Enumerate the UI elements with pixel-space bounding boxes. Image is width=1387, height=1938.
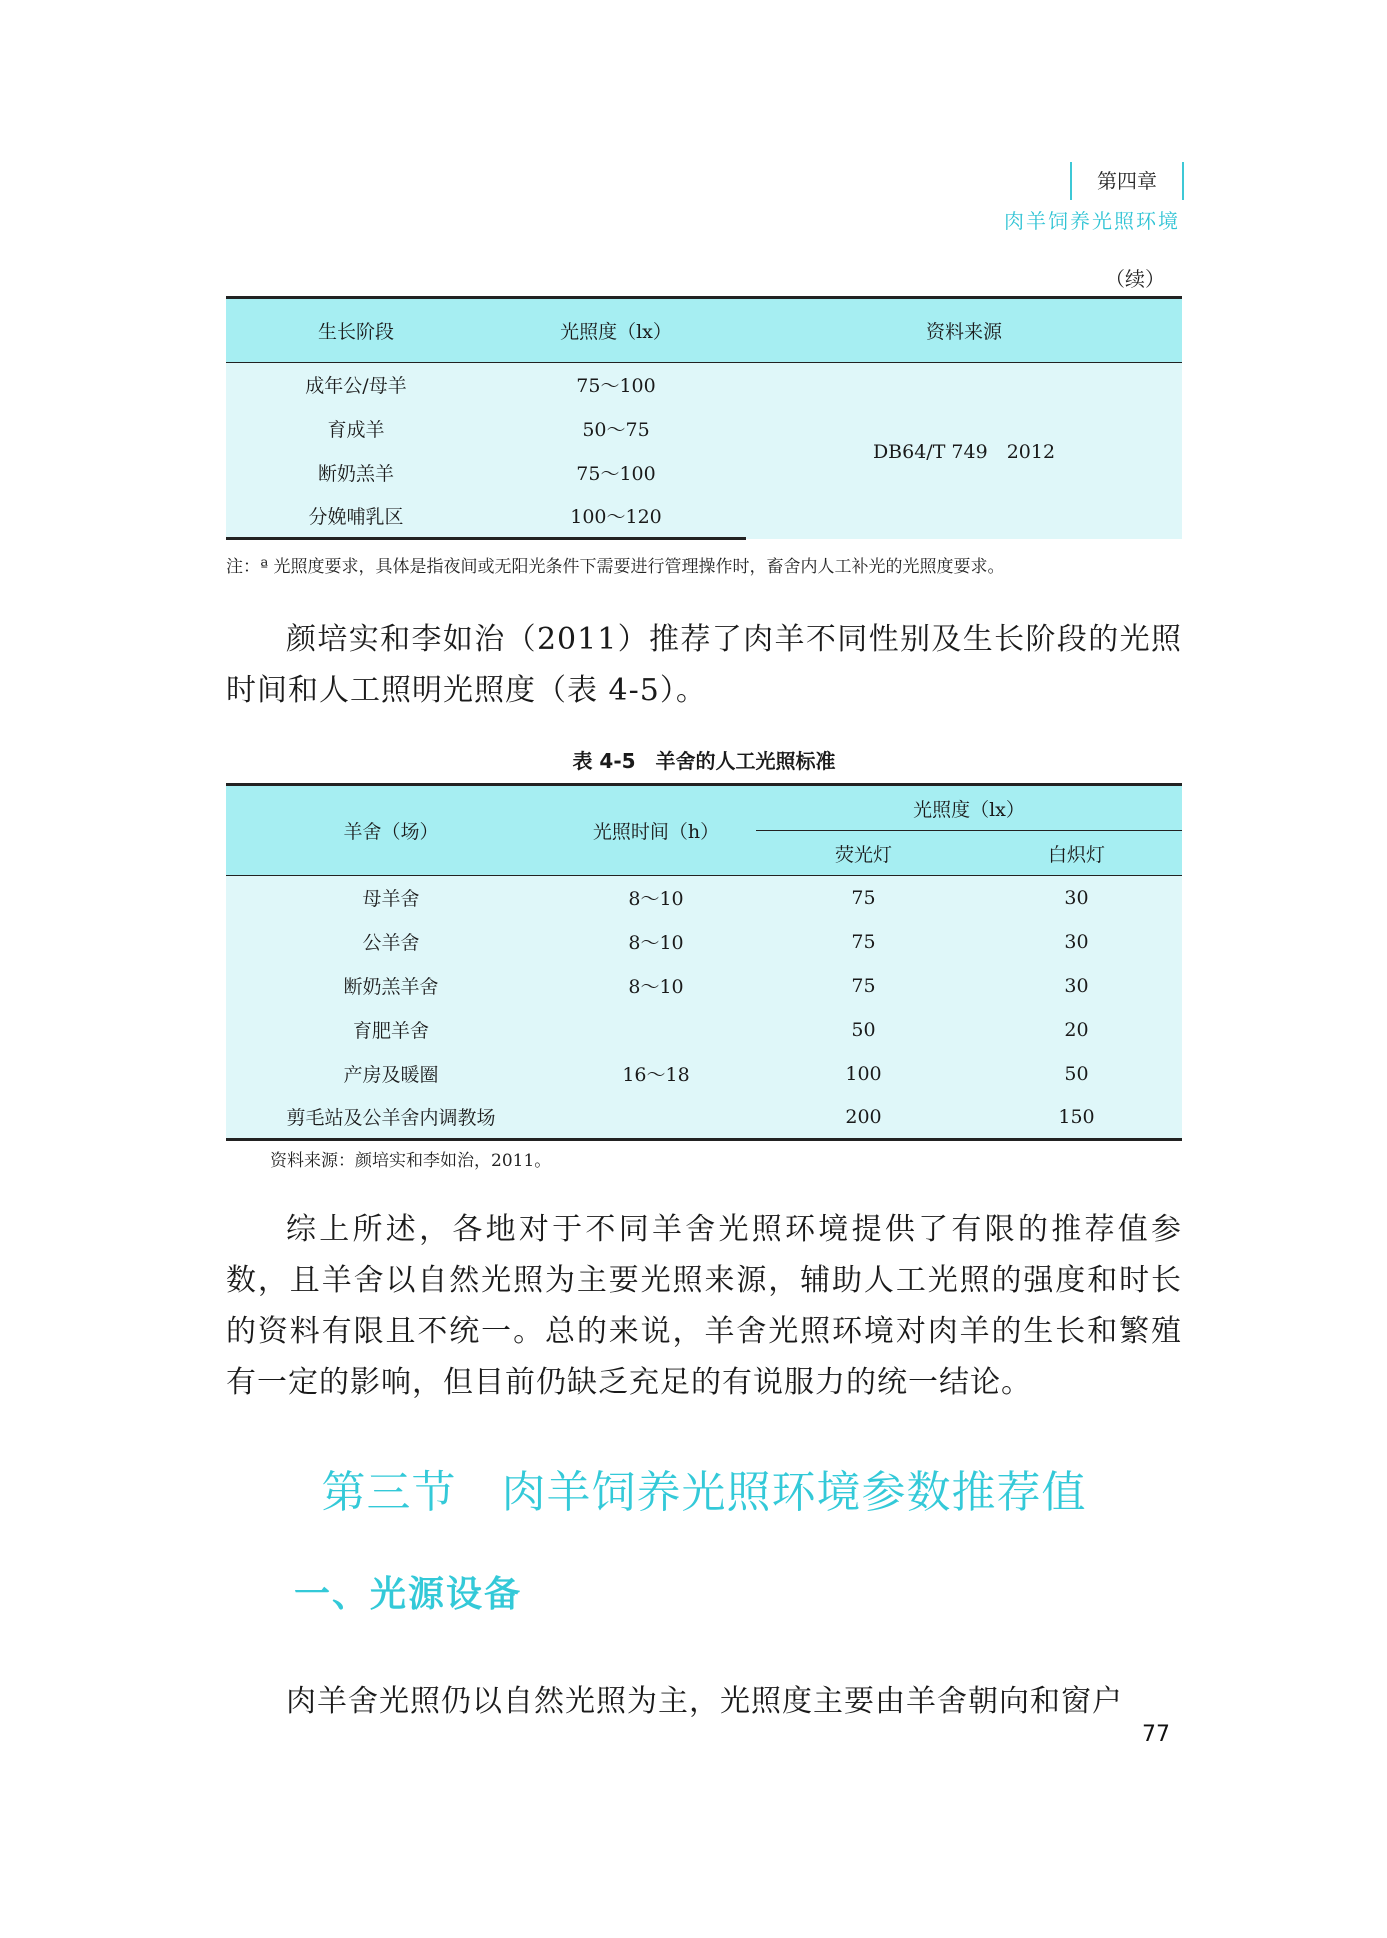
table-header-row [226, 785, 1182, 831]
table-source-note: 资料来源：颜培实和李如治，2011。 [270, 1151, 552, 1171]
table-row [226, 1096, 1182, 1140]
cell-hours: 8～10 [628, 932, 684, 954]
section-title: 第三节 肉羊饲养光照环境参数推荐值 [321, 1467, 1087, 1518]
column-header-lux-group: 光照度（lx） [756, 785, 1182, 831]
subsection-title: 一、光源设备 [294, 1574, 523, 1615]
cell-house: 断奶羔羊舍 [343, 976, 439, 998]
cell-fluorescent: 50 [851, 1018, 876, 1041]
cell-house: 剪毛站及公羊舍内调教场 [226, 1096, 556, 1140]
table-caption: 表 4-5 羊舍的人工光照标准 [572, 749, 836, 773]
page-number: 77 [1142, 1722, 1170, 1747]
cell-lux: 50～75 [582, 419, 650, 441]
cell-house: 母羊舍 [362, 888, 420, 911]
column-header-lux: 光照度（lx） [486, 298, 746, 363]
cell-fluorescent: 200 [756, 1096, 971, 1140]
cell-lux: 100～120 [486, 495, 746, 539]
running-header-title: 肉羊饲养光照环境 [1004, 209, 1180, 233]
body-paragraph-2 [226, 1204, 1182, 1408]
table-row [226, 964, 1182, 1008]
body-paragraph-1 [226, 614, 1182, 716]
cell-fluorescent: 100 [845, 1062, 882, 1085]
cell-incandescent: 50 [1064, 1062, 1089, 1085]
cell-house: 产房及暖圈 [343, 1064, 439, 1086]
cell-incandescent: 20 [1064, 1018, 1089, 1041]
column-header-fluorescent: 荧光灯 [756, 831, 971, 876]
cell-hours: 8～10 [628, 888, 684, 911]
cell-lux: 75～100 [576, 463, 656, 485]
cell-stage: 成年公/母羊 [305, 375, 407, 398]
table-row [226, 920, 1182, 964]
cell-stage: 育成羊 [327, 419, 385, 441]
cell-incandescent: 30 [1064, 974, 1089, 997]
cell-hours [556, 1096, 756, 1140]
body-paragraph-3 [226, 1676, 1182, 1727]
table-continued-label: （续） [1105, 267, 1165, 291]
column-header-source: 资料来源 [746, 298, 1182, 363]
cell-fluorescent: 75 [851, 930, 876, 953]
cell-source: DB64/T 749 2012 [872, 441, 1056, 464]
column-header-hours: 光照时间（h） [556, 785, 756, 876]
cell-house: 公羊舍 [362, 932, 420, 954]
running-header-chapter: 第四章 [1070, 162, 1184, 200]
cell-house: 育肥羊舍 [352, 1020, 429, 1042]
cell-hours: 8～10 [628, 976, 684, 998]
table-note: 注：ª 光照度要求，具体是指夜间或无阳光条件下需要进行管理操作时，畜舍内人工补光的光照度要求。 [226, 557, 1005, 577]
paragraph-text: 颜培实和李如治（2011）推荐了肉羊不同性别及生长阶段的光照时间和人工照明光照度（表 4-5）。 [226, 622, 1182, 708]
cell-hours [556, 1008, 756, 1052]
table-row [226, 1008, 1182, 1052]
cell-lux: 75～100 [576, 375, 656, 398]
cell-incandescent: 30 [1064, 930, 1089, 953]
table-row [226, 1052, 1182, 1096]
cell-incandescent: 150 [971, 1096, 1182, 1140]
paragraph-text: 肉羊舍光照仍以自然光照为主，光照度主要由羊舍朝向和窗户 [286, 1684, 1123, 1719]
cell-stage: 断奶羔羊 [317, 463, 394, 485]
cell-fluorescent: 75 [851, 974, 876, 997]
table-row [226, 363, 1182, 407]
sheep-house-lighting-table [226, 783, 1182, 1141]
cell-incandescent: 30 [1064, 886, 1089, 909]
paragraph-text: 综上所述，各地对于不同羊舍光照环境提供了有限的推荐值参数，且羊舍以自然光照为主要光照来源，辅助人工光照的强度和时长的资料有限且不统一。总的来说，羊舍光照环境对肉羊的生长和繁殖有一定的影响，但目前仍缺乏充足的有说服力的统一结论。 [226, 1212, 1182, 1400]
table-row [226, 876, 1182, 920]
cell-fluorescent: 75 [851, 886, 876, 909]
column-header-stage: 生长阶段 [226, 298, 486, 363]
column-header-incandescent: 白炽灯 [971, 831, 1182, 876]
column-header-house: 羊舍（场） [226, 785, 556, 876]
table-header-row [226, 298, 1182, 363]
growth-stage-lux-table [226, 296, 1182, 540]
cell-stage: 分娩哺乳区 [226, 495, 486, 539]
cell-hours: 16～18 [622, 1064, 690, 1086]
